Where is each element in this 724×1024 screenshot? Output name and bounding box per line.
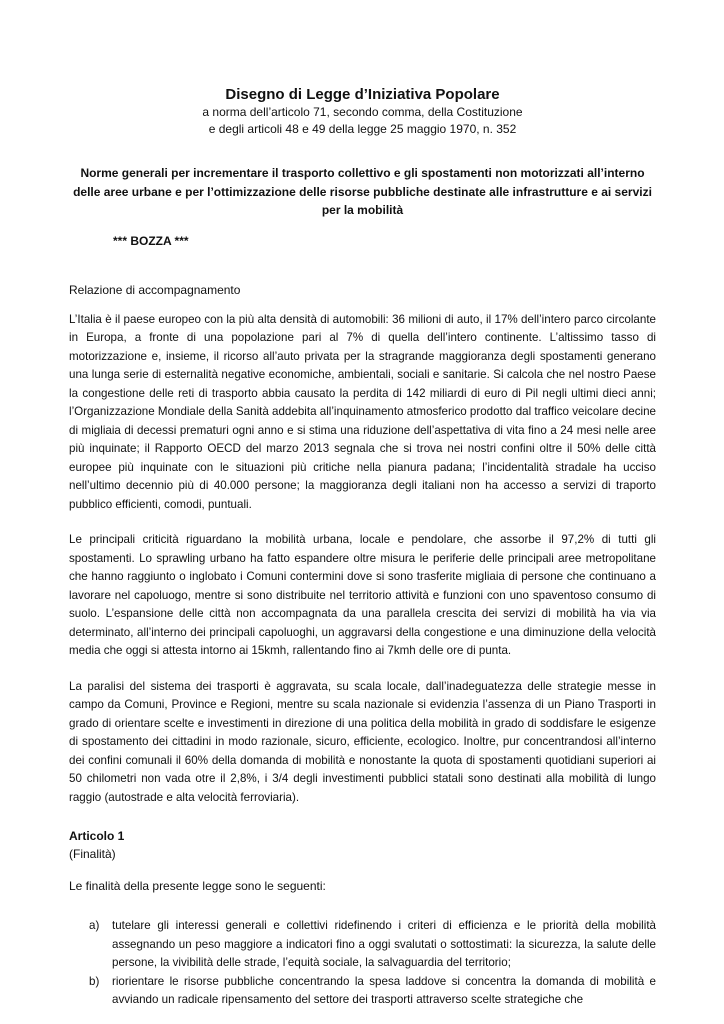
law-heading: Norme generali per incrementare il trasporto collettivo e gli spostamenti non motorizzati all’interno delle aree urbane e per l’ottimizzazione delle risorse pubbliche destinate alle infrastrutture e ai servizi per la mobilità [73,166,652,217]
list-item-text: tutelare gli interessi generali e collettivi ridefinendo i criteri di efficienza e le priorità della mobilità assegnando un peso maggiore a indicatori fino a oggi svalutati o sottostimati: la sicurezza, la salute delle persone, la vivibilità delle strade, l’equità sociale, la salvaguardia del territorio; [112,919,656,969]
article-title: Articolo 1 [69,829,125,843]
section-title: Relazione di accompagnamento [69,282,241,297]
article-list [69,917,656,1010]
body-paragraph: La paralisi del sistema dei trasporti è aggravata, su scala locale, dall’inadeguatezza delle strategie messe in campo da Comuni, Province e Regioni, mentre su scala nazionale si evidenzia l’assenza di un Piano Trasporti in grado di orientare scelte e investimenti in direzione di una politica della mobilità in grado di soddisfare le esigenze di spostamento dei cittadini in modo razionale, sicuro, efficiente, ecologico. Inoltre, pur concentrandosi all’interno dei confini comunali il 60% della domanda di mobilità e nonostante la quota di spostamenti quotidiani superiori ai 50 chilometri non vada otre il 2,8%, i 3/4 degli investimenti pubblici statali sono destinati alla mobilità di lungo raggio (autostrade e alta velocità ferroviaria). [69,679,656,804]
body-paragraph: Le principali criticità riguardano la mobilità urbana, locale e pendolare, che assorbe il 97,2% di tutti gli spostamenti. Lo sprawling urbano ha fatto espandere oltre misura le periferie delle principali aree metropolitane che hanno raggiunto o inglobato i Comuni contermini dove si sono trasferite migliaia di persone che continuano a lavorare nel capoluogo, mentre si sono distribuite nel territorio attività e funzioni con uno spaventoso consumo di suolo. L’espansione delle città non accompagnata da una parallela crescita dei servizi di mobilità ha via via determinato, all’interno dei principali capoluoghi, un aggravarsi della congestione e una diminuzione della velocità media che oggi si attesta intorno ai 15kmh, rallentando fino ai 7kmh delle ore di punta. [69,533,656,657]
list-marker: b) [89,974,100,988]
document-subtitle-line-1: a norma dell’articolo 71, secondo comma, della Costituzione [202,105,523,119]
list-item-text: riorientare le risorse pubbliche concentrando la spesa laddove si concentra la domanda di mobilità e avviando un radicale ripensamento del settore dei trasporti attraverso scelte strategiche che [112,974,656,1006]
document-page [69,86,656,1010]
document-title: Disegno di Legge d’Iniziativa Popolare [225,86,500,103]
list-marker: a) [89,919,100,932]
body-paragraph: L’Italia è il paese europeo con la più alta densità di automobili: 36 milioni di auto, il 17% dell’intero parco circolante in Europa, a fronte di una popolazione pari al 7% di quella dell’intero continente. L’altissimo tasso di motorizzazione e, insieme, il ricorso all’auto privata per la stragrande maggioranza degli spostamenti generano una lunga serie di esternalità negative economiche, ambientali, sociali e sanitarie. Si calcola che nel nostro Paese la congestione delle reti di trasporto abbia causato la perdita di 142 miliardi di euro di Pil negli ultimi dieci anni; l’Organizzazione Mondiale della Sanità addebita all’inquinamento atmosferico prodotto dal traffico veicolare decine di migliaia di decessi prematuri ogni anno e si stima una riduzione dell’aspettativa di vita fino a 24 mesi nelle aree più inquinate; il Rapporto OECD del marzo 2013 segnala che si trova nei nostri confini oltre il 50% delle città europee più inquinate con le situazioni più critiche nella pianura padana; l’incidentalità stradale ha ucciso nell’ultimo decennio più di 40.000 persone; la maggioranza degli italiani non ha accesso a servizi di traporto pubblico efficienti, comodi, puntuali. [69,312,656,511]
list-item [69,973,656,1010]
draft-label: *** BOZZA *** [113,233,189,248]
article-subtitle: (Finalità) [69,847,116,861]
list-item [69,917,656,973]
document-subtitle-line-2: e degli articoli 48 e 49 della legge 25 maggio 1970, n. 352 [208,122,517,136]
article-intro: Le finalità della presente legge sono le seguenti: [69,879,326,893]
